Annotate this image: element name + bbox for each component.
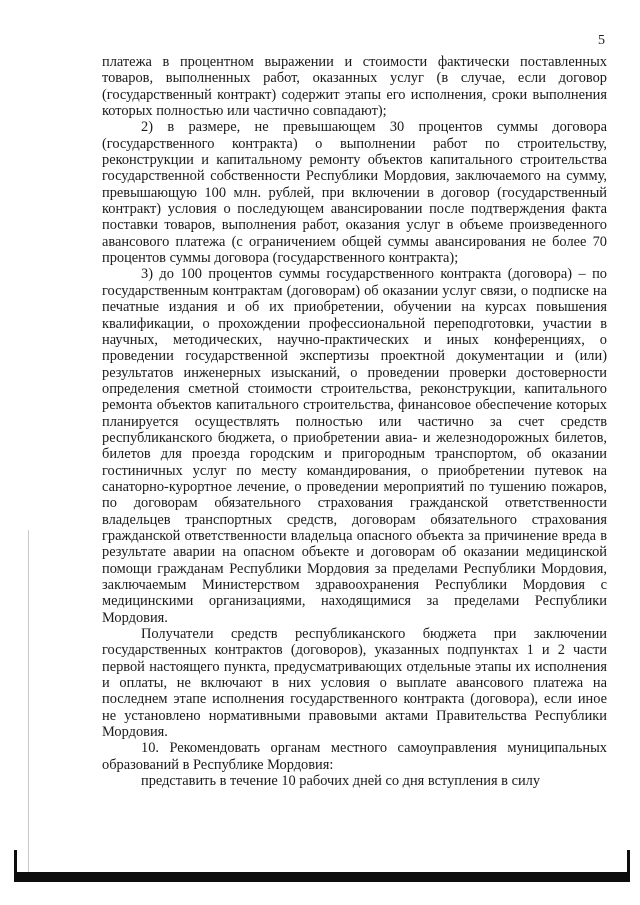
- scan-edge-line: [28, 530, 29, 875]
- paragraph-item-2: 2) в размере, не превышающем 30 процентов суммы договора (государственного контракта) о выполнении работ по строительству, реконструкции и капитальному ремонту объектов капитального строительства государственной собственности Республики Мордовия, заключаемого на сумму, превышающую 100 млн. рублей, при включении в договор (государственный контракт) условия о последующем авансировании после подтверждения факта поставки товаров, выполнения работ, оказания услуг в объеме произведенного авансового платежа (с ограничением общей суммы авансирования не более 70 процентов суммы договора (государственного контракта);: [102, 119, 607, 267]
- paragraph-item-3: 3) до 100 процентов суммы государственного контракта (договора) – по государственным контрактам (договорам) об оказании услуг связи, о подписке на печатные издания и об их приобретении, обучении на курсах повышения квалификации, о прохождении профессиональной переподготовки, участии в научных, методических, научно-практических и иных конференциях, о проведении государственной экспертизы проектной документации и (или) результатов инженерных изысканий, о проведении проверки достоверности определения сметной стоимости строительства, реконструкции, капитального ремонта объектов капитального строительства, финансовое обеспечение которых планируется осуществлять полностью или частично за счет средств республиканского бюджета, о приобретении авиа- и железнодорожных билетов, билетов для проезда городским и пригородным транспортом, об оказании гостиничных услуг по месту командирования, о приобретении путевок на санаторно-курортное лечение, о проведении мероприятий по тушению пожаров, по договорам обязательного страхования гражданской ответственности владельцев транспортных средств, договорам обязательного страхования гражданской ответственности владельца опасного объекта за причинение вреда в результате аварии на опасном объекте и договорам об оказании медицинской помощи гражданам Республики Мордовия за пределами Республики Мордовия, заключаемым Министерством здравоохранения Республики Мордовия с медицинскими организациями, находящимися за пределами Республики Мордовия.: [102, 266, 607, 626]
- paragraph-present: представить в течение 10 рабочих дней со дня вступления в силу: [141, 773, 541, 790]
- page-number: 5: [598, 33, 605, 48]
- paragraph-recipients: Получатели средств республиканского бюджета при заключении государственных контрактов (договоров), указанных подпунктах 1 и 2 части первой настоящего пункта, предусматривающих отдельные этапы их исполнения и оплаты, не включают в них условия о выплате авансового платежа на последнем этапе исполнения государственного контракта (договора), если иное не установлено нормативными правовыми актами Правительства Республики Мордовия.: [102, 626, 607, 741]
- scan-border-bottom: [14, 872, 630, 882]
- paragraph-item-10: 10. Рекомендовать органам местного самоуправления муниципальных образований в Республике Мордовия:: [102, 740, 607, 773]
- paragraph-continuation: платежа в процентном выражении и стоимости фактически поставленных товаров, выполненных работ, оказанных услуг (в случае, если договор (государственный контракт) содержит этапы его исполнения, сроки выполнения которых полностью или частично совпадают);: [102, 54, 607, 120]
- document-body: [102, 54, 607, 789]
